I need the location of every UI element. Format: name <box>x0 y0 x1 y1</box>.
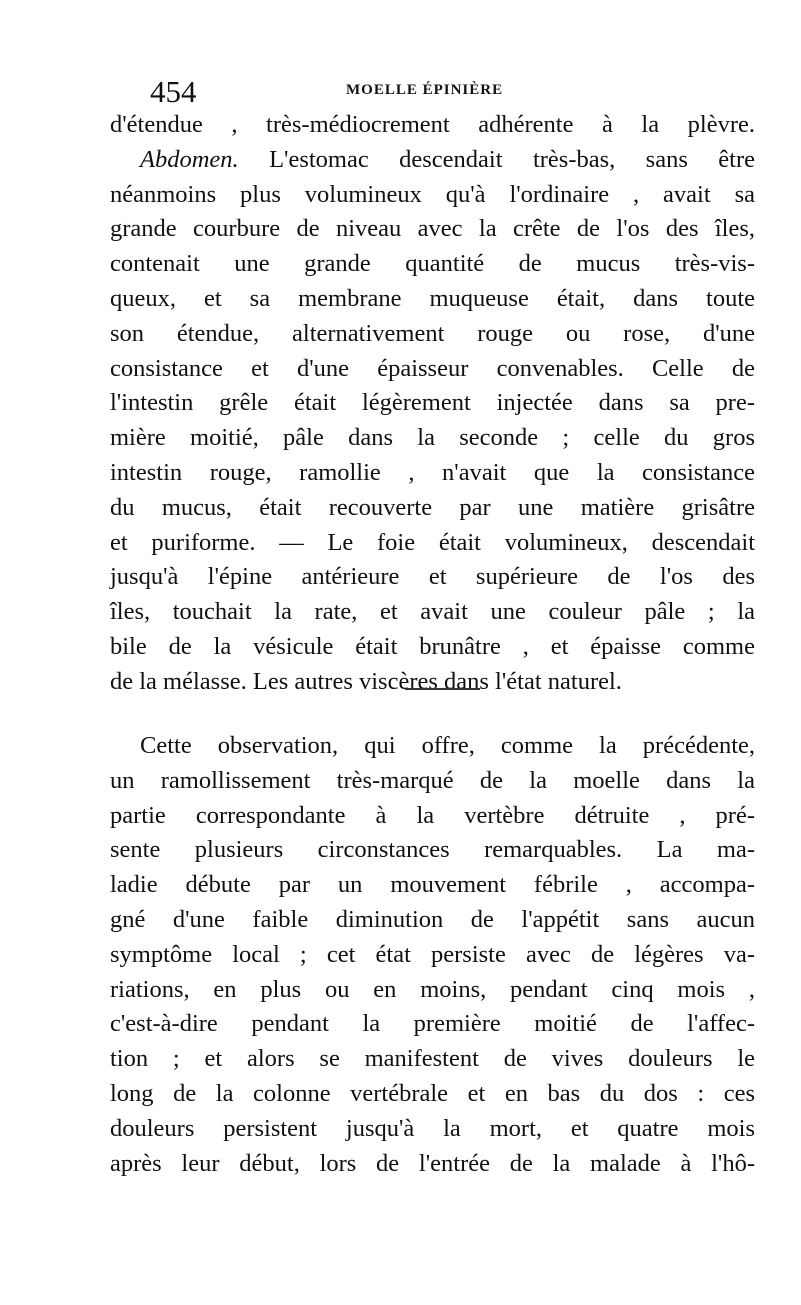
text-line: partie correspondante à la vertèbre détruite , pré- <box>110 801 755 829</box>
text-line-rest: L'estomac descendait très-bas, sans être <box>238 145 755 173</box>
text-line: riations, en plus ou en moins, pendant cinq mois , <box>110 975 755 1003</box>
page-number: 454 <box>150 74 197 109</box>
text-line: un ramollissement très-marqué de la moelle dans la <box>110 766 755 794</box>
text-line: après leur début, lors de l'entrée de la malade à l'hô- <box>110 1149 755 1177</box>
section-separator <box>405 688 480 690</box>
text-line: d'étendue , très-médiocrement adhérente à la plèvre. <box>110 111 755 138</box>
text-line: consistance et d'une épaisseur convenables. Celle de <box>110 354 755 382</box>
text-line: contenait une grande quantité de mucus très-vis- <box>110 250 755 278</box>
text-line: néanmoins plus volumineux qu'à l'ordinaire , avait sa <box>110 180 755 208</box>
text-line: queux, et sa membrane muqueuse était, dans toute <box>110 284 755 312</box>
text-line: mière moitié, pâle dans la seconde ; celle du gros <box>110 424 755 452</box>
text-line: intestin rouge, ramollie , n'avait que la consistance <box>110 458 755 486</box>
page-header <box>150 76 750 108</box>
text-line: symptôme local ; cet état persiste avec de légères va- <box>110 940 755 968</box>
text-line: ladie débute par un mouvement fébrile , accompa- <box>110 871 755 899</box>
text-line: grande courbure de niveau avec la crête de l'os des îles, <box>110 215 755 243</box>
text-line: tion ; et alors se manifestent de vives douleurs le <box>110 1045 755 1073</box>
text-line: sente plusieurs circonstances remarquables. La ma- <box>110 836 755 864</box>
paragraph-abdomen <box>110 108 755 700</box>
paragraph-observation <box>110 729 755 1181</box>
text-line: long de la colonne vertébrale et en bas du dos : ces <box>110 1079 755 1107</box>
running-title: MOELLE ÉPINIÈRE <box>346 82 504 98</box>
text-line: gné d'une faible diminution de l'appétit sans aucun <box>110 905 755 933</box>
text-line: îles, touchait la rate, et avait une couleur pâle ; la <box>110 598 755 626</box>
text-line: douleurs persistent jusqu'à la mort, et quatre mois <box>110 1114 755 1142</box>
section-label-abdomen: Abdomen. <box>140 145 239 173</box>
text-line: l'intestin grêle était légèrement injectée dans sa pre- <box>110 389 755 417</box>
text-line: c'est-à-dire pendant la première moitié de l'affec- <box>110 1010 755 1038</box>
text-line: et puriforme. — Le foie était volumineux, descendait <box>110 528 755 556</box>
text-line: du mucus, était recouverte par une matière grisâtre <box>110 493 755 521</box>
text-line: jusqu'à l'épine antérieure et supérieure de l'os des <box>110 563 755 591</box>
text-line: bile de la vésicule était brunâtre , et épaisse comme <box>110 632 755 660</box>
text-line <box>110 143 755 178</box>
text-line: son étendue, alternativement rouge ou rose, d'une <box>110 319 755 347</box>
text-line: Cette observation, qui offre, comme la précédente, <box>140 732 755 759</box>
text-line: de la mélasse. Les autres viscères dans l'état naturel. <box>110 667 622 695</box>
